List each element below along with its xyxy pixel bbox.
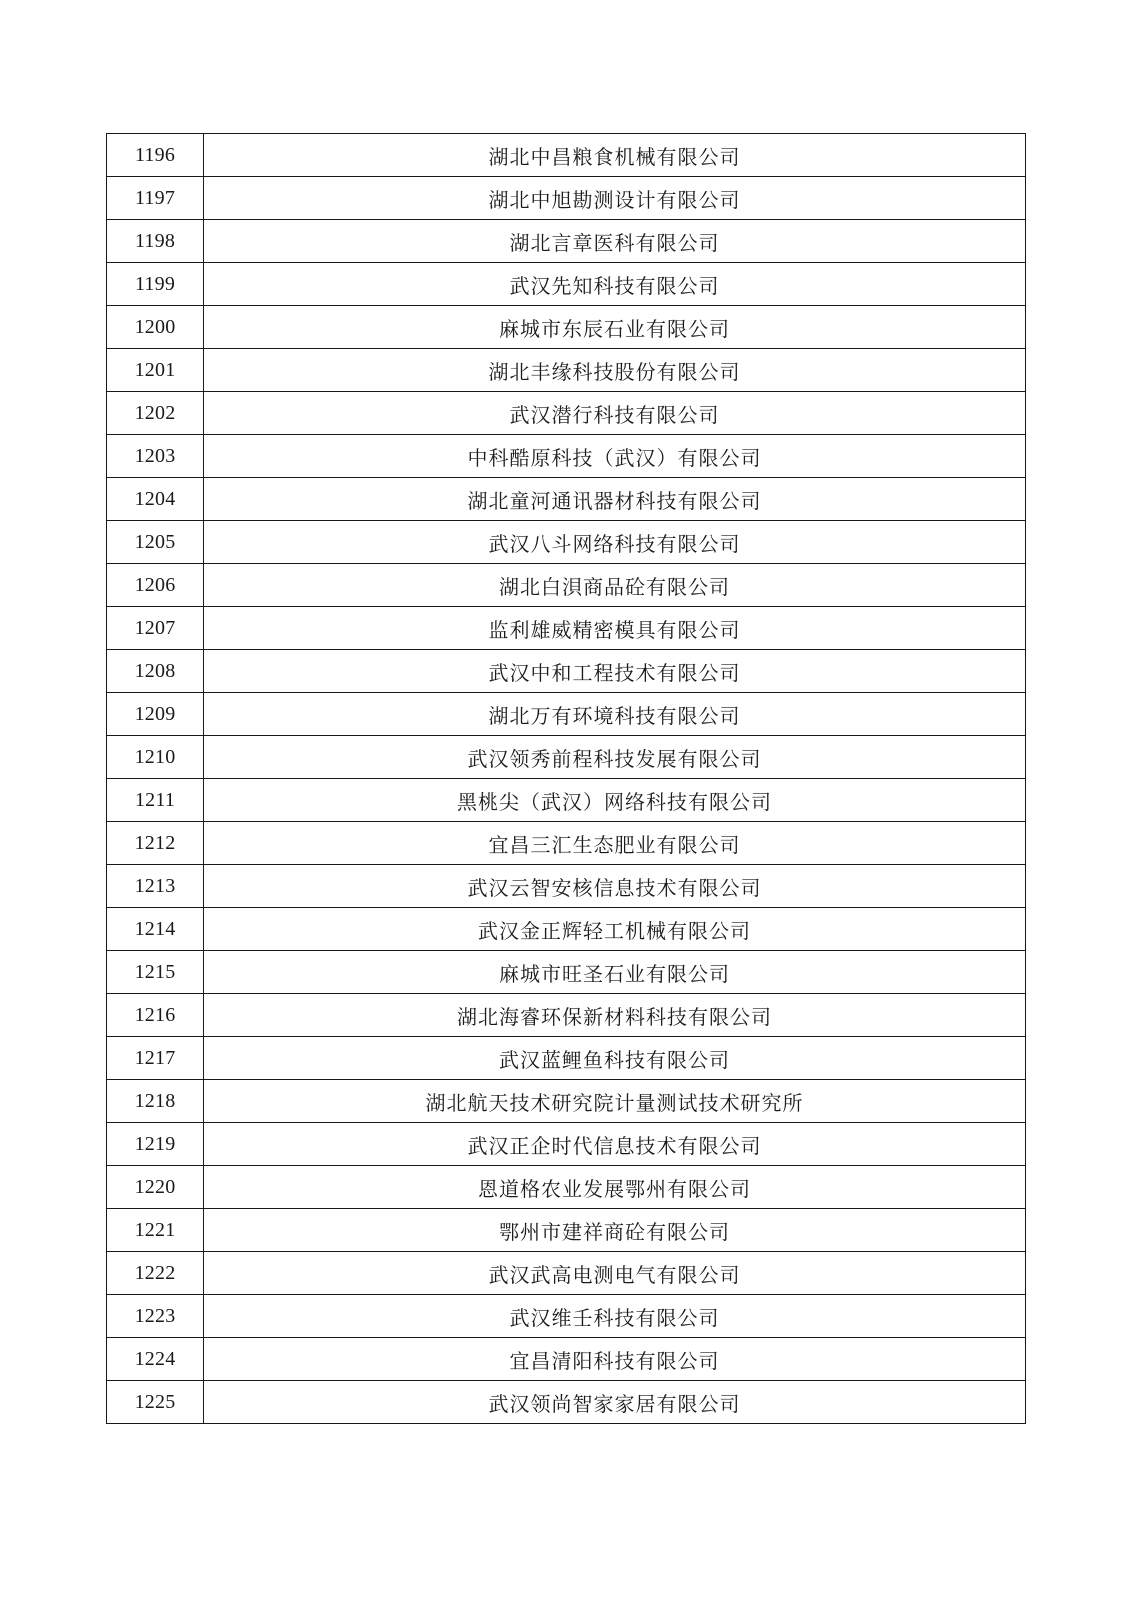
company-name: 武汉金正辉轻工机械有限公司 (204, 908, 1026, 951)
table-row (107, 865, 1026, 908)
company-name: 湖北中昌粮食机械有限公司 (204, 134, 1026, 177)
company-name: 宜昌清阳科技有限公司 (204, 1338, 1026, 1381)
table-row (107, 478, 1026, 521)
table-row (107, 1295, 1026, 1338)
row-number: 1200 (107, 306, 204, 349)
table-row (107, 607, 1026, 650)
table-row (107, 177, 1026, 220)
row-number: 1199 (107, 263, 204, 306)
company-name: 湖北海睿环保新材料科技有限公司 (204, 994, 1026, 1037)
table-row (107, 435, 1026, 478)
row-number: 1225 (107, 1381, 204, 1424)
row-number: 1211 (107, 779, 204, 822)
row-number: 1215 (107, 951, 204, 994)
table-row (107, 349, 1026, 392)
table-row (107, 1080, 1026, 1123)
table-row (107, 263, 1026, 306)
row-number: 1219 (107, 1123, 204, 1166)
row-number: 1198 (107, 220, 204, 263)
company-name: 武汉先知科技有限公司 (204, 263, 1026, 306)
row-number: 1210 (107, 736, 204, 779)
row-number: 1213 (107, 865, 204, 908)
company-name: 宜昌三汇生态肥业有限公司 (204, 822, 1026, 865)
company-name: 武汉领秀前程科技发展有限公司 (204, 736, 1026, 779)
table-row (107, 951, 1026, 994)
table-row (107, 1381, 1026, 1424)
company-name: 监利雄威精密模具有限公司 (204, 607, 1026, 650)
company-name: 恩道格农业发展鄂州有限公司 (204, 1166, 1026, 1209)
table-row (107, 134, 1026, 177)
company-name: 武汉领尚智家家居有限公司 (204, 1381, 1026, 1424)
row-number: 1205 (107, 521, 204, 564)
company-name: 武汉云智安核信息技术有限公司 (204, 865, 1026, 908)
company-name: 湖北中旭勘测设计有限公司 (204, 177, 1026, 220)
company-name: 武汉武高电测电气有限公司 (204, 1252, 1026, 1295)
row-number: 1208 (107, 650, 204, 693)
table-row (107, 822, 1026, 865)
company-name: 中科酷原科技（武汉）有限公司 (204, 435, 1026, 478)
row-number: 1214 (107, 908, 204, 951)
company-name: 湖北丰缘科技股份有限公司 (204, 349, 1026, 392)
table-row (107, 220, 1026, 263)
table-row (107, 693, 1026, 736)
company-name: 武汉维壬科技有限公司 (204, 1295, 1026, 1338)
row-number: 1222 (107, 1252, 204, 1295)
row-number: 1206 (107, 564, 204, 607)
row-number: 1220 (107, 1166, 204, 1209)
row-number: 1196 (107, 134, 204, 177)
company-list-table (106, 133, 1026, 1424)
table-row (107, 779, 1026, 822)
row-number: 1209 (107, 693, 204, 736)
table-row (107, 564, 1026, 607)
row-number: 1197 (107, 177, 204, 220)
table-row (107, 736, 1026, 779)
company-name: 湖北童河通讯器材科技有限公司 (204, 478, 1026, 521)
table-row (107, 1338, 1026, 1381)
table-row (107, 994, 1026, 1037)
table-row (107, 650, 1026, 693)
company-name: 湖北航天技术研究院计量测试技术研究所 (204, 1080, 1026, 1123)
table-row (107, 1166, 1026, 1209)
table-row (107, 1209, 1026, 1252)
company-name: 武汉正企时代信息技术有限公司 (204, 1123, 1026, 1166)
row-number: 1223 (107, 1295, 204, 1338)
row-number: 1217 (107, 1037, 204, 1080)
company-name: 武汉蓝鲤鱼科技有限公司 (204, 1037, 1026, 1080)
company-name: 鄂州市建祥商砼有限公司 (204, 1209, 1026, 1252)
table-row (107, 306, 1026, 349)
table-row (107, 1123, 1026, 1166)
table-row (107, 908, 1026, 951)
table-row (107, 1037, 1026, 1080)
company-name: 湖北白浿商品砼有限公司 (204, 564, 1026, 607)
row-number: 1221 (107, 1209, 204, 1252)
row-number: 1224 (107, 1338, 204, 1381)
row-number: 1218 (107, 1080, 204, 1123)
company-name: 麻城市旺圣石业有限公司 (204, 951, 1026, 994)
table-row (107, 1252, 1026, 1295)
row-number: 1204 (107, 478, 204, 521)
company-name: 黑桃尖（武汉）网络科技有限公司 (204, 779, 1026, 822)
company-name: 湖北万有环境科技有限公司 (204, 693, 1026, 736)
row-number: 1207 (107, 607, 204, 650)
company-name: 湖北言章医科有限公司 (204, 220, 1026, 263)
row-number: 1212 (107, 822, 204, 865)
row-number: 1201 (107, 349, 204, 392)
company-name: 武汉中和工程技术有限公司 (204, 650, 1026, 693)
company-list-body (107, 134, 1026, 1424)
table-row (107, 392, 1026, 435)
row-number: 1216 (107, 994, 204, 1037)
table-row (107, 521, 1026, 564)
company-name: 麻城市东辰石业有限公司 (204, 306, 1026, 349)
company-name: 武汉潜行科技有限公司 (204, 392, 1026, 435)
row-number: 1202 (107, 392, 204, 435)
company-name: 武汉八斗网络科技有限公司 (204, 521, 1026, 564)
row-number: 1203 (107, 435, 204, 478)
